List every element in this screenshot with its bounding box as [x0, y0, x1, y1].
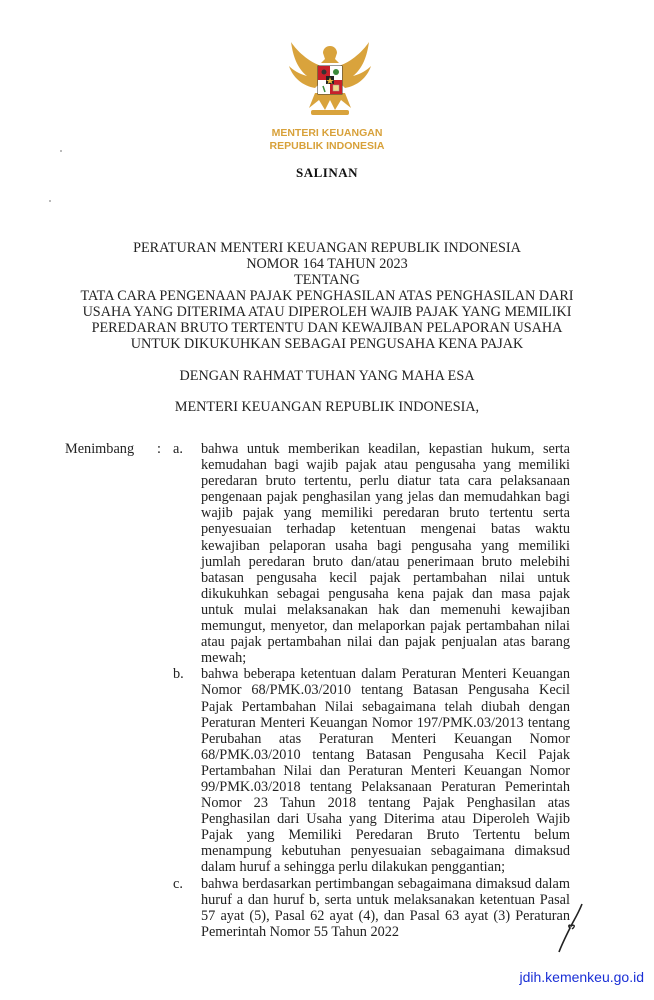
- title-subject-line: PEREDARAN BRUTO TERTENTU DAN KEWAJIBAN PELAPORAN USAHA: [91, 320, 563, 336]
- considerations-label: Menimbang: [65, 441, 135, 457]
- consideration-item-b: [173, 666, 570, 875]
- considerations-colon: :: [157, 441, 161, 457]
- garuda-emblem-icon: [285, 38, 375, 123]
- scan-speck: [49, 200, 51, 202]
- ministry-name-line1: MENTERI KEUANGAN: [271, 127, 383, 139]
- item-text: bahwa untuk memberikan keadilan, kepastian hukum, serta kemudahan bagi wajib pajak atau pengusaha yang memiliki peredaran bruto tertentu, perlu diatur tata cara pelaksanaan pengenaan pajak penghasilan yang jelas dan memudahkan bagi wajib pajak yang memiliki peredaran bruto tertentu serta penyesuaian terhadap ketentuan mengenai batas waktu kewajiban pelaporan usaha bagi pengusaha yang memiliki jumlah peredaran bruto dan/atau penerimaan bruto melebihi batasan pengusaha kecil pajak pertambahan nilai untuk dikukuhkan sebagai pengusaha kena pajak dan masa pajak untuk mulai melaksanakan hak dan memenuhi kewajiban memungut, menyetor, dan melaporkan pajak pertambahan nilai atau pajak pertambahan nilai dan pajak penjualan atas barang mewah;: [201, 441, 570, 667]
- ministry-name-line2: REPUBLIK INDONESIA: [269, 140, 385, 152]
- scan-speck: [60, 150, 62, 152]
- item-text: bahwa beberapa ketentuan dalam Peraturan Menteri Keuangan Nomor 68/PMK.03/2010 tentang Batasan Pengusaha Kecil Pajak Pertambahan Nilai sebagaimana telah diubah dengan Peraturan Menteri Keuangan Nomor 197/PMK.03/2013 tentang Perubahan atas Peraturan Menteri Keuangan Nomor 68/PMK.03/2010 tentang Batasan Pengusaha Kecil Pajak Pertambahan Nilai dan Peraturan Menteri Keuangan Nomor 99/PMK.03/2018 tentang Pelaksanaan Peraturan Pemerintah Nomor 23 Tahun 2018 tentang Pajak Penghasilan atas Penghasilan dari Usaha yang Diterima atau Diperoleh Wajib Pajak yang Memiliki Peredaran Bruto Tertentu belum menampung kebutuhan penyesuaian sebagaimana dimaksud dalam huruf a sehingga perlu dilakukan penggantian;: [201, 666, 570, 876]
- item-letter: a.: [173, 441, 183, 457]
- jdih-website-link[interactable]: jdih.kemenkeu.go.id: [519, 969, 644, 985]
- title-subject-line: TATA CARA PENGENAAN PAJAK PENGHASILAN ATAS PENGHASILAN DARI: [80, 288, 574, 304]
- considerations-section: [65, 441, 575, 940]
- initial-signature-icon: [556, 902, 586, 954]
- preamble-invocation: DENGAN RAHMAT TUHAN YANG MAHA ESA: [179, 368, 475, 384]
- consideration-item-c: [173, 876, 570, 940]
- preamble-authority: MENTERI KEUANGAN REPUBLIK INDONESIA,: [174, 399, 480, 415]
- consideration-item-a: [173, 441, 570, 666]
- item-letter: b.: [173, 666, 184, 683]
- regulation-title: [0, 240, 654, 352]
- item-letter: c.: [173, 875, 183, 892]
- item-text: bahwa berdasarkan pertimbangan sebagaimana dimaksud dalam huruf a dan huruf b, serta untuk melaksanakan ketentuan Pasal 57 ayat (5), Pasal 62 ayat (4), dan Pasal 63 ayat (3) Peraturan Pemerintah Nomor 55 Tahun 2022: [201, 875, 570, 940]
- title-subject-line: UNTUK DIKUKUHKAN SEBAGAI PENGUSAHA KENA PAJAK: [130, 336, 524, 352]
- title-subject-line: USAHA YANG DITERIMA ATAU DIPEROLEH WAJIB PAJAK YANG MEMILIKI: [82, 304, 572, 320]
- title-line: TENTANG: [294, 272, 360, 288]
- title-line: PERATURAN MENTERI KEUANGAN REPUBLIK INDONESIA: [133, 240, 521, 256]
- copy-stamp: SALINAN: [295, 165, 358, 180]
- regulation-number: NOMOR 164 TAHUN 2023: [246, 256, 408, 272]
